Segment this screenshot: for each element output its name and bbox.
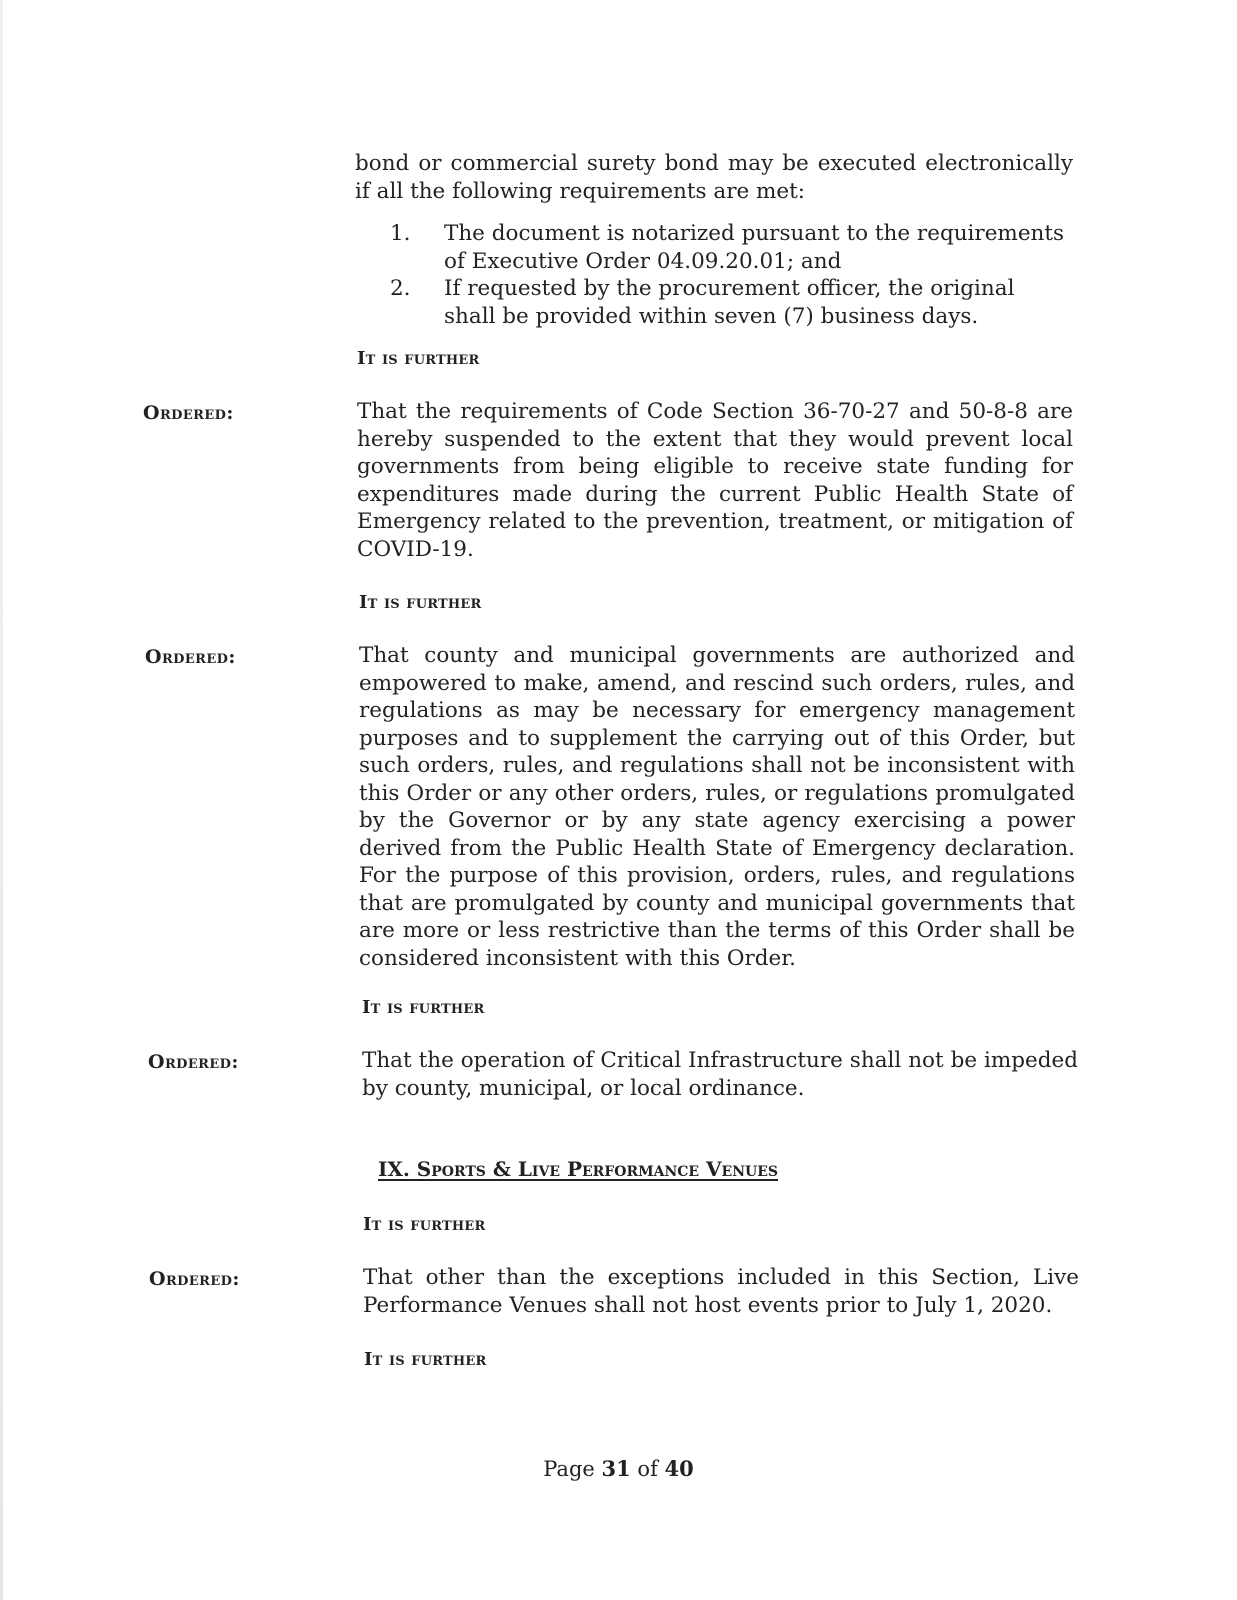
ordered-paragraph: That the requirements of Code Section 36-70-27 and 50-8-8 are hereby suspended to the extent that they would prevent local governments from being eligible to receive state funding for expenditures made during the current Public Health State of Emergency related to the prevention, treatment, or mitigation of COVID-19.	[357, 399, 1073, 562]
ordered-label: Ordered:	[143, 402, 234, 424]
it-is-further-heading: It is further	[359, 592, 482, 613]
ordered-label: Ordered:	[145, 646, 236, 668]
it-is-further-heading: It is further	[364, 1349, 487, 1370]
it-is-further-heading: It is further	[357, 348, 480, 369]
list-item	[390, 275, 1070, 330]
list-number: 2.	[390, 276, 411, 301]
ordered-label: Ordered:	[148, 1051, 239, 1073]
list-number: 1.	[390, 221, 411, 246]
it-is-further-heading: It is further	[362, 997, 485, 1018]
intro-paragraph: bond or commercial surety bond may be executed electronically if all the following requirements are met:	[355, 151, 1073, 204]
page-of: of	[637, 1457, 658, 1481]
it-is-further-heading: It is further	[363, 1214, 486, 1235]
page-footer	[0, 1456, 1237, 1481]
list-item	[390, 220, 1070, 275]
page-total: 40	[664, 1456, 694, 1481]
ordered-paragraph: That county and municipal governments are authorized and empowered to make, amend, and rescind such orders, rules, and regulations as may be necessary for emergency management purposes and to supplement the carrying out of this Order, but such orders, rules, and regulations shall not be inconsistent with this Order or any other orders, rules, or regulations promulgated by the Governor or by any state agency exercising a power derived from the Public Health State of Emergency declaration. For the purpose of this provision, orders, rules, and regulations that are promulgated by county and municipal governments that are more or less restrictive than the terms of this Order shall be considered inconsistent with this Order.	[359, 643, 1075, 971]
section-title: IX. Sports & Live Performance Venues	[378, 1157, 778, 1181]
list-text: If requested by the procurement officer, the original shall be provided within seven (7) business days.	[444, 276, 1015, 329]
page-prefix: Page	[543, 1457, 595, 1481]
ordered-paragraph: That the operation of Critical Infrastructure shall not be impeded by county, municipal, or local ordinance.	[362, 1048, 1078, 1101]
list-text: The document is notarized pursuant to the requirements of Executive Order 04.09.20.01; and	[444, 221, 1065, 274]
scan-edge	[0, 0, 3, 1600]
ordered-paragraph: That other than the exceptions included in this Section, Live Performance Venues shall not host events prior to July 1, 2020.	[363, 1265, 1079, 1318]
page-current: 31	[601, 1456, 631, 1481]
ordered-label: Ordered:	[149, 1268, 240, 1290]
